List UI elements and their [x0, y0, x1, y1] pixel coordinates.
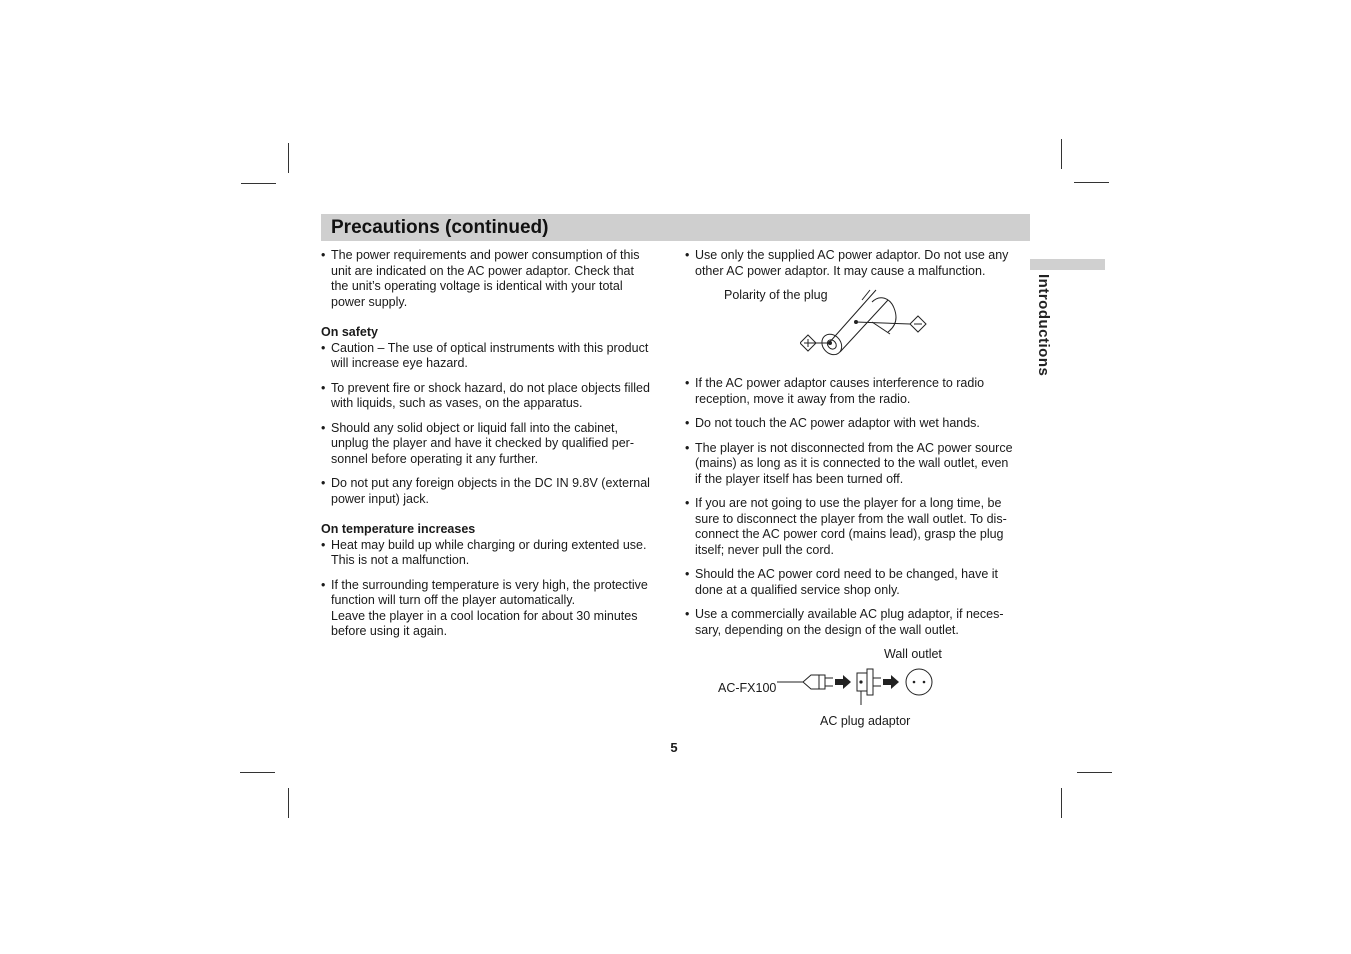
crop-mark: [240, 772, 275, 773]
bullet-dot: •: [321, 248, 326, 262]
list-item: • Should any solid object or liquid fall into the cabinet, unplug the player and have it checked by qualified per- sonnel before operating it any further.: [321, 420, 634, 466]
crop-mark: [1074, 182, 1109, 183]
crop-mark: [288, 788, 289, 818]
list-item: • To prevent fire or shock hazard, do not place objects filled with liquids, such as vases, on the apparatus.: [321, 380, 650, 410]
wall-outlet-label: Wall outlet: [884, 647, 942, 661]
list-item: • The power requirements and power consumption of this unit are indicated on the AC power adaptor. Check that the unit’s operating voltage is identical with your total power supply.: [321, 248, 640, 309]
section-header: [321, 214, 1030, 241]
plug-polarity-icon: [800, 288, 940, 368]
polarity-figure: [685, 288, 1030, 370]
right-column: [685, 248, 1030, 737]
subheading-temperature: On temperature increases: [321, 522, 476, 536]
list-item: • Caution – The use of optical instruments with this product will increase eye hazard.: [321, 340, 649, 370]
list-item: • Do not put any foreign objects in the DC IN 9.8V (external power input) jack.: [321, 476, 650, 506]
left-column: [321, 248, 663, 649]
list-item: • If the surrounding temperature is very high, the protective function will turn off the player automatically. Leave the player in a cool location for about 30 minutes before using it again.: [321, 577, 648, 638]
model-label: AC-FX100: [718, 681, 777, 695]
side-tab-marker: [1030, 259, 1105, 270]
crop-mark: [1061, 788, 1062, 818]
list-item: • Should the AC power cord need to be changed, have it done at a qualified service shop only.: [685, 567, 998, 597]
list-item: • If the AC power adaptor causes interference to radio reception, move it away from the radio.: [685, 376, 985, 406]
crop-mark: [1077, 772, 1112, 773]
list-item: • Use only the supplied AC power adaptor. Do not use any other AC power adaptor. It may cause a malfunction.: [685, 248, 1009, 278]
list-item: • Do not touch the AC power adaptor with wet hands.: [685, 416, 980, 430]
figure-caption: Polarity of the plug: [724, 288, 828, 302]
plug-adaptor-icon: [777, 665, 947, 715]
list-item: • The player is not disconnected from the AC power source (mains) as long as it is connected to the wall outlet, even if the player itself has been turned off.: [685, 440, 1013, 486]
crop-mark: [241, 183, 276, 184]
section-side-label: Introductions: [1035, 274, 1052, 377]
page-title: Precautions (continued): [331, 217, 549, 238]
subheading-safety: On safety: [321, 325, 378, 339]
crop-mark: [1061, 139, 1062, 169]
page-number: 5: [670, 740, 678, 755]
crop-mark: [288, 143, 289, 173]
list-item: • Use a commercially available AC plug adaptor, if neces- sary, depending on the design of the wall outlet.: [685, 607, 1004, 637]
list-item: • Heat may build up while charging or during extented use. This is not a malfunction.: [321, 537, 647, 567]
plug-adaptor-figure: [685, 647, 1030, 737]
list-item: • If you are not going to use the player for a long time, be sure to disconnect the player from the wall outlet. To dis- connect the AC power cord (mains lead), grasp the plug itself; never pull the cord.: [685, 496, 1007, 557]
adaptor-label: AC plug adaptor: [820, 714, 911, 728]
